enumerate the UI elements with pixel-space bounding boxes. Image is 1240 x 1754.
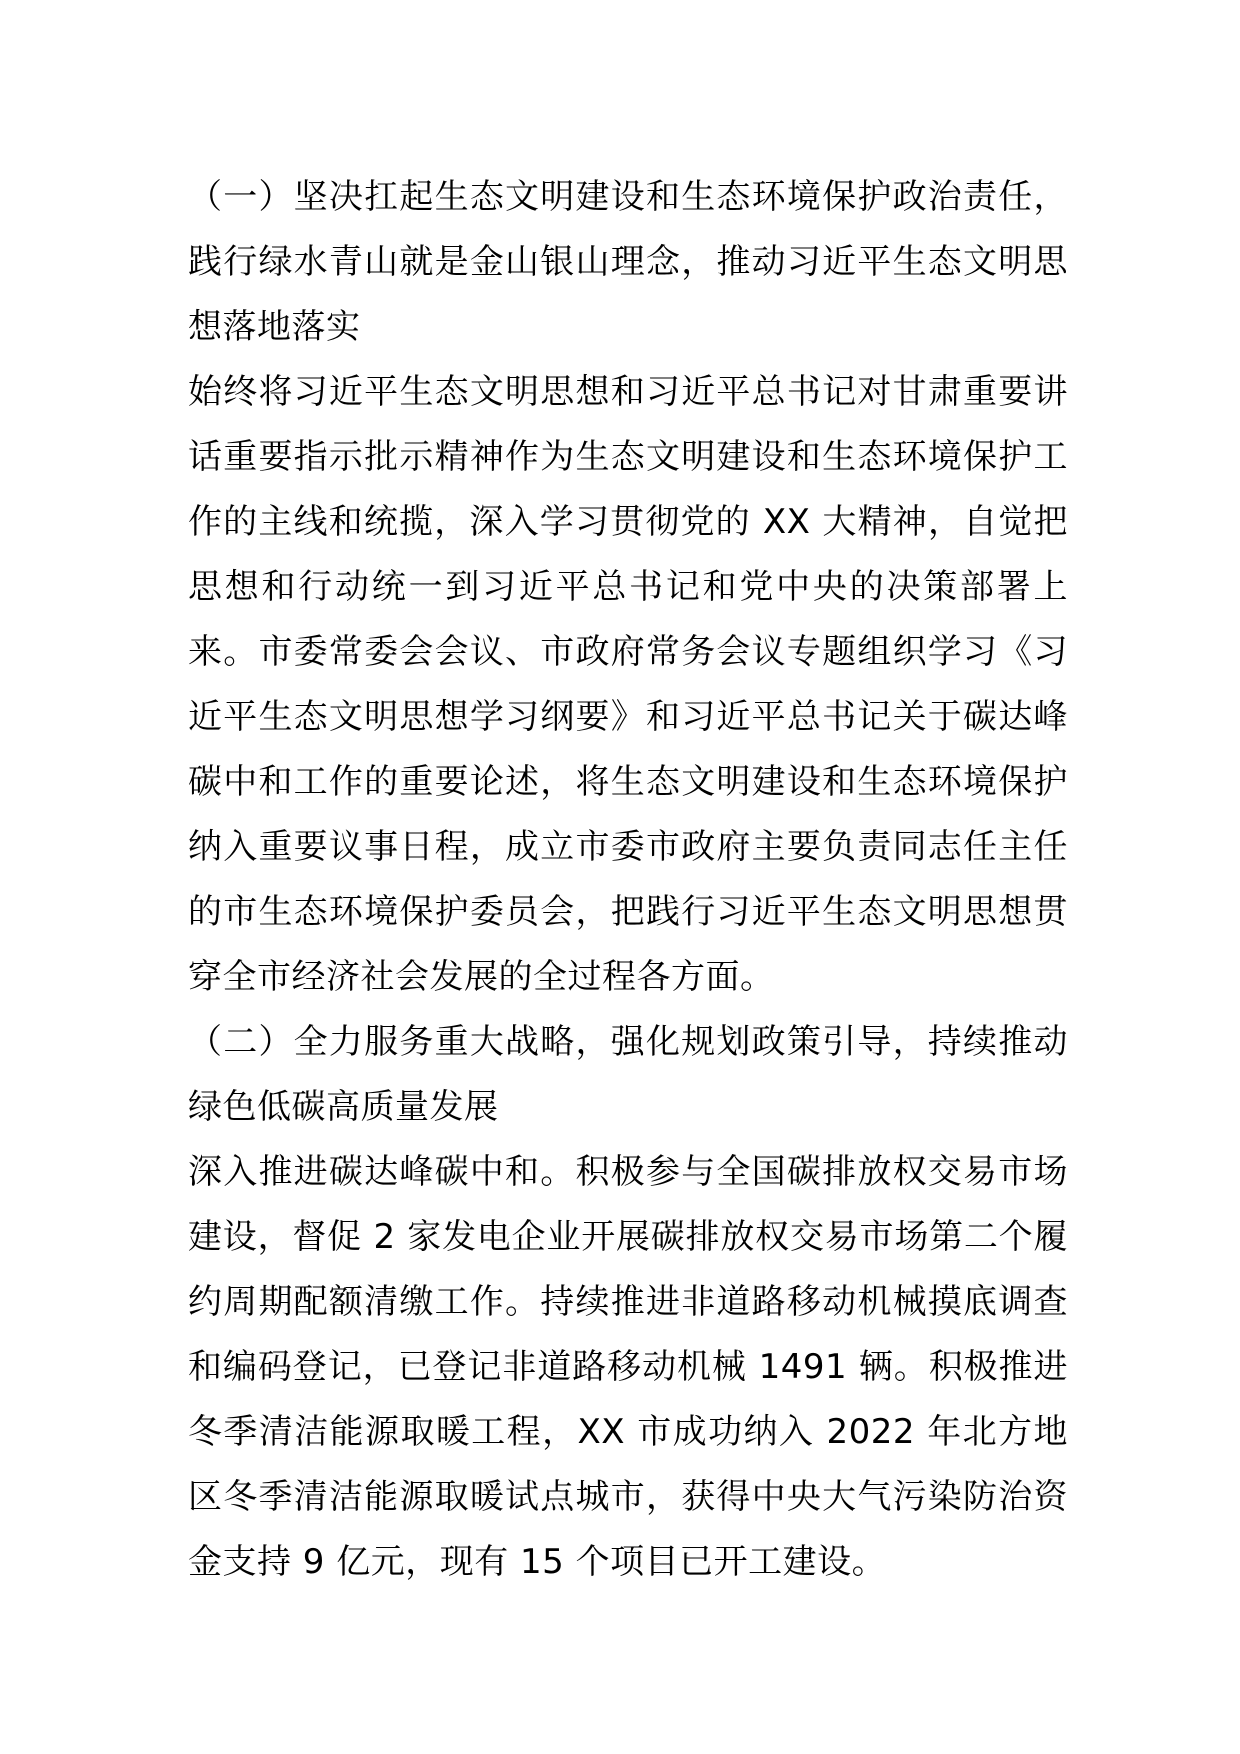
section-2-heading: （二）全力服务重大战略，强化规划政策引导，持续推动绿色低碳高质量发展: [188, 1022, 1068, 1127]
section-1-body: 始终将习近平生态文明思想和习近平总书记对甘肃重要讲话重要指示批示精神作为生态文明建设和生态环境保护工作的主线和统揽，深入学习贯彻党的 XX 大精神，自觉把思想和行动统一到习近平总书记和党中央的决策部署上来。市委常委会会议、市政府常务会议专题组织学习《习近平生态文明思想学习纲要》和习近平总书记关于碳达峰碳中和工作的重要论述，将生态文明建设和生态环境保护纳入重要议事日程，成立市委市政府主要负责同志任主任的市生态环境保护委员会，把践行习近平生态文明思想贯穿全市经济社会发展的全过程各方面。: [188, 372, 1068, 997]
section-2-body: 深入推进碳达峰碳中和。积极参与全国碳排放权交易市场建设，督促 2 家发电企业开展碳排放权交易市场第二个履约周期配额清缴工作。持续推进非道路移动机械摸底调查和编码登记，已登记非道路移动机械 1491 辆。积极推进冬季清洁能源取暖工程，XX 市成功纳入 2022 年北方地区冬季清洁能源取暖试点城市，获得中央大气污染防治资金支持 9 亿元，现有 15 个项目已开工建设。: [188, 1152, 1068, 1582]
document-page: [188, 165, 1068, 1595]
section-1-heading: （一）坚决扛起生态文明建设和生态环境保护政治责任，践行绿水青山就是金山银山理念，推动习近平生态文明思想落地落实: [188, 177, 1068, 347]
